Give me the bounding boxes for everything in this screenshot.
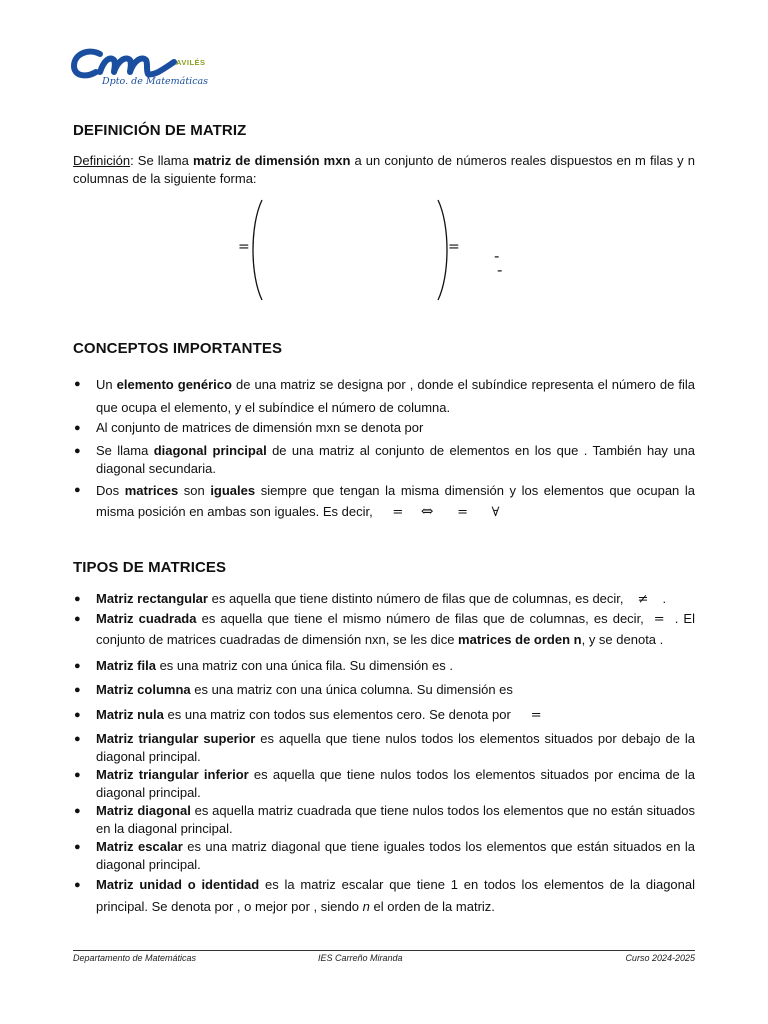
definition-text-1: : Se llama [130, 153, 193, 168]
equals-symbol: = [392, 505, 404, 520]
list-item: ● Un elemento genérico de una matriz se designa por , donde el subíndice representa el número de fila que ocupa el elemento, y el subíndice el número de columna. [73, 373, 695, 419]
list-item: ● Matriz cuadrada es aquella que tiene el mismo número de filas que de columnas, es decir, = . El conjunto de matrices cuadradas de dimensión nxn, se les dice matrices de orden n, y se denota . [74, 611, 695, 647]
bullet-icon: ● [74, 422, 81, 434]
equals-symbol: = [530, 708, 542, 723]
heading-definicion: DEFINICIÓN DE MATRIZ [73, 122, 247, 139]
equals-symbol-2: = [457, 505, 469, 520]
bullet-icon: ● [74, 484, 81, 496]
list-item: ● Al conjunto de matrices de dimensión mxn se denota por [74, 420, 424, 435]
list-item: ● Matriz diagonal es aquella matriz cuadrada que tiene nulos todos los elementos que no están situados en la diagonal principal. [74, 803, 695, 836]
footer-divider [73, 950, 695, 951]
logo-town: AVILÉS [176, 58, 206, 67]
bullet-icon: ● [74, 733, 81, 745]
forall-symbol: ∀ [491, 505, 500, 520]
bullet-icon: ● [74, 378, 81, 390]
right-paren [438, 200, 447, 300]
matrix-dash-2: - [497, 261, 503, 279]
concepts-list [73, 373, 695, 523]
logo-subtitle: Dpto. de Matemáticas [102, 76, 209, 87]
list-item: ● Matriz unidad o identidad es la matriz escalar que tiene 1 en todos los elementos de la diagonal principal. Se denota por , o mejor por , siendo n el orden de la matriz. [73, 874, 695, 918]
iff-symbol: ⇔ [420, 502, 434, 520]
logo-c-stroke [74, 52, 100, 76]
definition-paragraph [73, 152, 695, 188]
bullet-icon: ● [74, 613, 81, 625]
footer-department: Departamento de Matemáticas [73, 953, 197, 963]
list-item: ● Matriz triangular superior es aquella que tiene nulos todos los elementos situados por debajo de la diagonal principal. [74, 731, 695, 764]
list-item: ● Matriz rectangular es aquella que tiene distinto número de filas que de columnas, es decir, ≠ . [74, 591, 667, 607]
equals-symbol: = [653, 612, 665, 627]
definition-term: matriz de dimensión mxn [192, 153, 351, 168]
bullet-icon: ● [74, 593, 81, 605]
bullet-icon: ● [74, 445, 81, 457]
bullet-icon: ● [74, 805, 81, 817]
heading-conceptos: CONCEPTOS IMPORTANTES [73, 340, 283, 357]
list-item: ● Matriz triangular inferior es aquella que tiene nulos todos los elementos situados por encima de la diagonal principal. [74, 767, 695, 800]
definition-label: Definición [73, 153, 131, 168]
logo-m-stroke [100, 59, 174, 75]
not-equal-symbol: ≠ [637, 592, 649, 607]
list-item: ● Dos matrices son iguales siempre que tengan la misma dimensión y los elementos que ocupan la misma posición en ambas son iguales. Es decir, = ⇔ = ∀ [73, 480, 695, 523]
matrix-equals-right: = [448, 239, 460, 255]
heading-tipos: TIPOS DE MATRICES [73, 559, 227, 576]
list-item: ● Se llama diagonal principal de una matriz al conjunto de elementos en los que . También hay una diagonal secundaria. [74, 443, 695, 476]
bullet-icon: ● [74, 841, 81, 853]
list-item: ● Matriz escalar es una matriz diagonal que tiene iguales todos los elementos que están situados en la diagonal principal. [74, 839, 696, 872]
bullet-icon: ● [74, 769, 81, 781]
list-item: ● Matriz columna es una matriz con una única columna. Su dimensión es [74, 682, 513, 697]
matrix-equals-left: = [238, 239, 250, 255]
definition-text-2: a un conjunto de números reales dispuestos en m filas y n columnas de la siguiente forma: [73, 153, 695, 186]
list-item: ● Matriz fila es una matriz con una única fila. Su dimensión es . [74, 658, 453, 673]
matrix-figure [230, 195, 520, 305]
bullet-icon: ● [74, 660, 81, 672]
matrix-dash-1: - [494, 247, 500, 265]
footer-school: IES Carreño Miranda [318, 953, 403, 963]
bullet-icon: ● [74, 879, 81, 891]
bullet-icon: ● [74, 684, 81, 696]
footer-course: Curso 2024-2025 [625, 953, 695, 963]
types-list [73, 590, 695, 918]
bullet-icon: ● [74, 709, 81, 721]
list-item: ● Matriz nula es una matriz con todos sus elementos cero. Se denota por = [74, 707, 542, 723]
left-paren [253, 200, 262, 300]
